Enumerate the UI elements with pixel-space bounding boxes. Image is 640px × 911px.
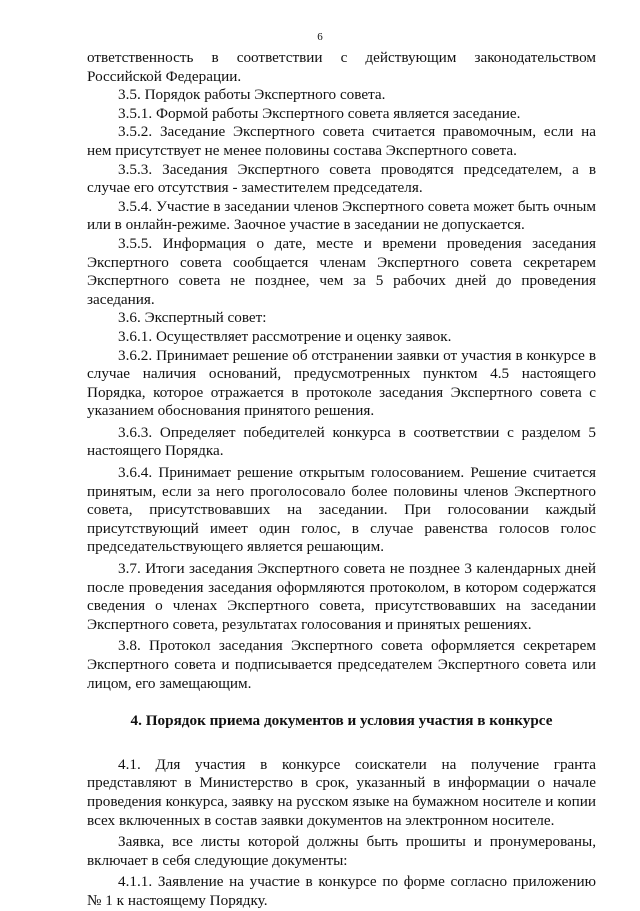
paragraph-3-6-3: 3.6.3. Определяет победителей конкурса в соответствии с разделом 5 настоящего Порядка. (87, 423, 596, 460)
paragraph-3-5-1: 3.5.1. Формой работы Экспертного совета является заседание. (118, 104, 521, 122)
paragraph-3-8: 3.8. Протокол заседания Экспертного совета оформляется секретарем Экспертного совета и подписывается председателем Экспертного совета или лицом, его замещающим. (87, 637, 596, 692)
document-body (87, 49, 596, 911)
page-number: 6 (317, 31, 323, 43)
paragraph-3-5-2: 3.5.2. Заседание Экспертного совета считается правомочным, если на нем присутствует не менее половины состава Экспертного совета. (87, 123, 596, 159)
paragraph-3-5-4: 3.5.4. Участие в заседании членов Экспертного совета может быть очным или в онлайн-режиме. Заочное участие в заседании не допускается. (87, 197, 596, 234)
paragraph-3-6-2: 3.6.2. Принимает решение об отстранении заявки от участия в конкурсе в случае наличия оснований, предусмотренных пунктом 4.5 настоящего Порядка, которое отражается в протоколе заседания Экспертного совета с указанием обоснования принятого решения. (87, 346, 596, 420)
section-heading: 4. Порядок приема документов и условия участия в конкурсе (130, 712, 553, 730)
paragraph-3-5-3: 3.5.3. Заседания Экспертного совета проводятся председателем, а в случае его отсутствия - заместителем председателя. (87, 160, 596, 197)
paragraph-4-1-1: 4.1.1. Заявление на участие в конкурсе по форме согласно приложению № 1 к настоящему Порядку. (87, 873, 596, 909)
paragraph-3-6-1: 3.6.1. Осуществляет рассмотрение и оценку заявок. (118, 327, 452, 345)
paragraph-continuation: ответственность в соответствии с действующим законодательством Российской Федерации. (87, 49, 596, 85)
paragraph-3-5-5: 3.5.5. Информация о дате, месте и времени проведения заседания Экспертного совета сообщается членам Экспертного совета секретарем Экспертного совета не позднее, чем за 5 рабочих дней до проведения заседания. (87, 234, 596, 308)
paragraph-3-5: 3.5. Порядок работы Экспертного совета. (118, 86, 386, 104)
paragraph-application-contents: Заявка, все листы которой должны быть прошиты и пронумерованы, включает в себя следующие документы: (87, 833, 596, 869)
paragraph-4-1: 4.1. Для участия в конкурсе соискатели на получение гранта представляют в Министерство в срок, указанный в информации о начале проведения конкурса, заявку на русском языке на бумажном носителе и копии всех включенных в состав заявки документов на электронном носителе. (87, 755, 596, 829)
paragraph-3-7: 3.7. Итоги заседания Экспертного совета не позднее 3 календарных дней после проведения заседания оформляются протоколом, в котором содержатся сведения о членах Экспертного совета, присутствовавших на заседании Экспертного совета, результатах голосования и принятых решениях. (87, 560, 596, 633)
paragraph-3-6: 3.6. Экспертный совет: (118, 309, 267, 327)
paragraph-3-6-4: 3.6.4. Принимает решение открытым голосованием. Решение считается принятым, если за него проголосовало более половины членов Экспертного совета, присутствовавших на заседании. При голосовании каждый присутствующий имеет один голос, в случае равенства голосов голос председательствующего является решающим. (87, 464, 596, 556)
